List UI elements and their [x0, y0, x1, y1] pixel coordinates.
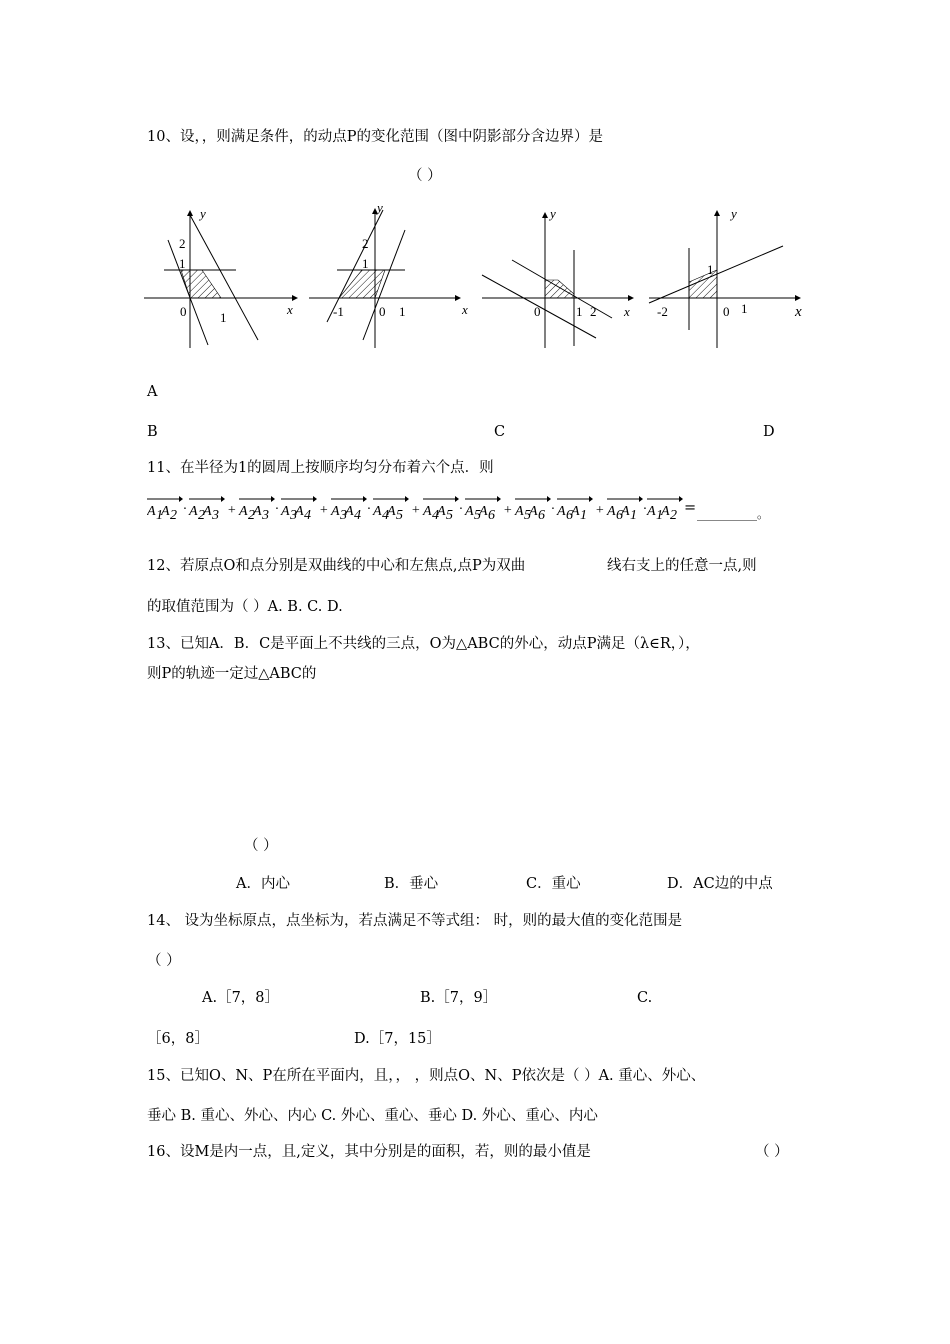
q15-text-line2: 垂心 B. 重心、外心、内心 C. 外心、重心、垂心 D. 外心、重心、内心 [147, 1108, 598, 1124]
tick-x1: 1 [399, 304, 406, 319]
svg-text:+: + [227, 503, 237, 518]
svg-text:A: A [331, 504, 340, 519]
q10-option-b: B [147, 424, 158, 440]
svg-text:2: 2 [198, 508, 205, 523]
q10-option-d: D [763, 424, 775, 440]
svg-text:A: A [557, 504, 566, 519]
q14-option-b: B.［7，9］ [420, 990, 498, 1006]
svg-text:·: · [551, 502, 555, 517]
svg-text:A: A [203, 504, 212, 519]
svg-text:A: A [295, 504, 304, 519]
svg-text:6: 6 [488, 508, 495, 523]
origin-label: 0 [180, 304, 187, 319]
svg-text:A: A [607, 504, 616, 519]
q16-answer-paren: （ ） [755, 1144, 789, 1160]
svg-text:4: 4 [432, 508, 439, 523]
q11-equals: = [684, 500, 697, 516]
q13-answer-paren: （ ） [244, 838, 278, 854]
x-label: x [462, 302, 468, 317]
svg-text:A: A [373, 504, 382, 519]
tick-y2: 2 [179, 236, 186, 251]
q13-option-c: C．重心 [526, 876, 581, 892]
x-label: x [795, 304, 802, 320]
y-label: y [200, 206, 206, 221]
q10-graph-a [140, 200, 300, 352]
svg-text:·: · [643, 502, 647, 517]
svg-text:A: A [621, 504, 630, 519]
svg-text:A: A [661, 504, 670, 519]
tick-y1: 1 [707, 262, 714, 277]
svg-text:3: 3 [340, 508, 347, 523]
svg-text:A: A [189, 504, 198, 519]
svg-text:A: A [529, 504, 538, 519]
q14-option-c: C. [637, 990, 653, 1006]
svg-text:4: 4 [354, 508, 361, 523]
shaded-region [545, 280, 574, 298]
svg-text:3: 3 [212, 508, 219, 523]
svg-text:5: 5 [524, 508, 531, 523]
svg-text:·: · [459, 502, 463, 517]
svg-text:A: A [281, 504, 290, 519]
svg-text:1: 1 [156, 508, 163, 523]
svg-text:4: 4 [382, 508, 389, 523]
origin-label: 0 [379, 304, 386, 319]
q10-option-a: A [147, 384, 158, 400]
q10-graph-b [305, 200, 475, 352]
svg-text:·: · [367, 502, 371, 517]
svg-text:+: + [319, 503, 329, 518]
q12-text-line2: 的取值范围为（ ）A. B. C. D. [147, 599, 343, 615]
q10-text: 10、设，，则满足条件，的动点P的变化范围（图中阴影部分含边界）是 [147, 129, 603, 145]
origin-label: 0 [723, 304, 730, 319]
q10-answer-paren: （ ） [408, 168, 442, 184]
svg-text:A: A [239, 504, 248, 519]
svg-text:4: 4 [304, 508, 311, 523]
svg-text:A: A [423, 504, 432, 519]
svg-text:1: 1 [656, 508, 663, 523]
svg-text:A: A [515, 504, 524, 519]
svg-text:A: A [345, 504, 354, 519]
svg-text:A: A [571, 504, 580, 519]
svg-text:·: · [183, 502, 187, 517]
svg-text:2: 2 [670, 508, 677, 523]
svg-text:5: 5 [446, 508, 453, 523]
vector-terms [147, 496, 683, 523]
q11-vector-expression [147, 495, 687, 523]
svg-text:A: A [387, 504, 396, 519]
tick-x-neg2: -2 [657, 304, 668, 319]
q13-text-line1: 13、已知A．B．C是平面上不共线的三点，O为△ABC的外心，动点P满足（λ∈R，）， [147, 636, 700, 652]
svg-text:6: 6 [616, 508, 623, 523]
tick-y2: 2 [362, 236, 369, 251]
svg-text:1: 1 [580, 508, 587, 523]
q10-graph-d [645, 200, 810, 352]
svg-text:+: + [595, 503, 605, 518]
q11-answer-blank[interactable]: __________。 [697, 507, 770, 521]
svg-text:3: 3 [262, 508, 269, 523]
y-label: y [731, 206, 737, 221]
q12-text-line1a: 12、若原点O和点分别是双曲线的中心和左焦点,点P为双曲 [147, 558, 526, 574]
svg-text:A: A [647, 504, 656, 519]
q13-option-b: B．垂心 [384, 876, 439, 892]
svg-text:3: 3 [290, 508, 297, 523]
q10-option-c: C [494, 424, 506, 440]
y-label: y [550, 206, 556, 221]
svg-text:A: A [479, 504, 488, 519]
q14-text-line1: 14、 设为坐标原点，点坐标为，若点满足不等式组： 时，则的最大值的变化范围是 [147, 913, 683, 929]
q13-option-d: D．AC边的中点 [667, 876, 773, 892]
y-label: y [377, 200, 383, 215]
svg-text:2: 2 [248, 508, 255, 523]
svg-text:A: A [161, 504, 170, 519]
svg-text:1: 1 [630, 508, 637, 523]
q12-text-line1b: 线右支上的任意一点,则 [607, 558, 757, 574]
tick-y1: 1 [362, 256, 369, 271]
x-label: x [287, 302, 293, 317]
svg-text:6: 6 [538, 508, 545, 523]
tick-x1: 1 [741, 301, 748, 316]
tick-x1: 1 [576, 304, 583, 319]
q14-option-c-value: ［6，8］ [147, 1031, 209, 1047]
svg-text:+: + [411, 503, 421, 518]
q13-text-line2: 则P的轨迹一定过△ABC的 [147, 666, 317, 682]
x-label: x [624, 304, 630, 319]
q15-text-line1: 15、已知O、N、P在所在平面内，且，， ，则点O、N、P依次是（ ）A. 重心、外心、 [147, 1068, 706, 1084]
svg-text:2: 2 [170, 508, 177, 523]
svg-text:A: A [465, 504, 474, 519]
svg-text:6: 6 [566, 508, 573, 523]
q14-answer-paren: （ ） [147, 953, 181, 969]
svg-text:A: A [253, 504, 262, 519]
tick-x1: 1 [220, 310, 227, 325]
tick-y1: 1 [179, 256, 186, 271]
q14-option-a: A.［7，8］ [202, 990, 280, 1006]
svg-text:+: + [503, 503, 513, 518]
q16-text-line1: 16、设M是内一点，且,定义，其中分别是的面积，若，则的最小值是 [147, 1144, 591, 1160]
svg-text:A: A [147, 504, 156, 519]
q14-option-d: D.［7，15］ [354, 1031, 441, 1047]
svg-text:5: 5 [396, 508, 403, 523]
tick-x-neg1: -1 [333, 304, 344, 319]
svg-text:5: 5 [474, 508, 481, 523]
origin-label: 0 [534, 304, 541, 319]
tick-x2: 2 [590, 304, 597, 319]
q13-option-a: A．内心 [236, 876, 290, 892]
svg-text:·: · [275, 502, 279, 517]
shaded-region [181, 270, 221, 298]
q10-graph-c [478, 200, 640, 352]
svg-text:A: A [437, 504, 446, 519]
q11-text: 11、在半径为1的圆周上按顺序均匀分布着六个点．则 [147, 460, 494, 476]
